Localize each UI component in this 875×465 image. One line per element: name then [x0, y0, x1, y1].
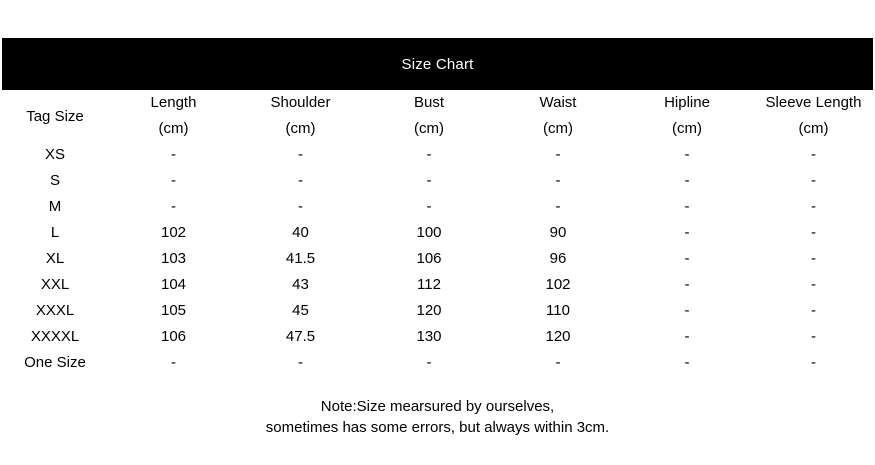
column-header-label: Waist	[539, 94, 577, 111]
value-cell: -	[684, 302, 690, 319]
column-header-waist	[494, 90, 622, 142]
value-cell: 47.5	[285, 328, 316, 345]
value-cell: -	[555, 198, 561, 215]
value-cell: 105	[160, 302, 187, 319]
value-cell: -	[426, 354, 432, 371]
size-cell: XXXXL	[30, 328, 80, 345]
value-cell: -	[426, 146, 432, 163]
value-cell: -	[171, 198, 176, 215]
value-cell: 90	[549, 224, 567, 241]
size-cell: M	[48, 198, 62, 215]
column-header-hipline	[622, 90, 752, 142]
value-cell: 43	[292, 276, 309, 293]
column-header-label: Sleeve Length	[765, 94, 862, 111]
size-cell: XXXL	[35, 302, 75, 319]
value-cell: 130	[416, 328, 442, 345]
table-row-s	[0, 168, 875, 194]
value-cell: 45	[292, 302, 309, 319]
column-header-unit: (cm)	[158, 120, 189, 137]
table-row-xxl	[0, 272, 875, 298]
measurement-note	[0, 396, 875, 438]
value-cell: 40	[292, 224, 309, 241]
value-cell: 110	[546, 302, 570, 319]
value-cell: -	[684, 354, 690, 371]
value-cell: 103	[160, 250, 187, 267]
column-header-sleeve-length	[752, 90, 875, 142]
column-header-label: Length	[150, 94, 197, 111]
size-chart-title: Size Chart	[401, 55, 474, 73]
value-cell: -	[684, 146, 690, 163]
column-header-label: Hipline	[664, 94, 710, 111]
table-row-m	[0, 194, 875, 220]
value-cell: -	[555, 146, 561, 163]
size-cell: XXL	[40, 276, 70, 293]
column-header-bust	[364, 90, 494, 142]
value-cell: -	[555, 172, 561, 189]
value-cell: 96	[549, 250, 567, 267]
size-cell: One Size	[24, 354, 86, 371]
value-cell: 100	[416, 224, 442, 241]
value-cell: 120	[416, 302, 442, 319]
value-cell: -	[811, 250, 816, 267]
table-header-row	[0, 90, 875, 142]
column-header-label: Shoulder	[270, 94, 331, 111]
value-cell: -	[298, 198, 303, 215]
value-cell: -	[426, 172, 432, 189]
value-cell: -	[555, 354, 561, 371]
value-cell: -	[684, 276, 690, 293]
size-chart-title-bar	[2, 38, 873, 90]
value-cell: 106	[160, 328, 187, 345]
value-cell: -	[811, 172, 816, 189]
value-cell: 104	[160, 276, 187, 293]
table-row-l	[0, 220, 875, 246]
value-cell: 102	[545, 276, 571, 293]
size-cell: L	[50, 224, 60, 241]
table-row-xs	[0, 142, 875, 168]
column-header-unit: (cm)	[414, 120, 444, 137]
table-row-xxxl	[0, 298, 875, 324]
value-cell: 120	[545, 328, 571, 345]
value-cell: -	[171, 354, 176, 371]
value-cell: 41.5	[285, 250, 316, 267]
size-cell: S	[49, 172, 60, 189]
value-cell: -	[171, 146, 176, 163]
column-header-label: Tag Size	[26, 107, 84, 125]
size-cell: XS	[44, 146, 65, 163]
table-row-xl	[0, 246, 875, 272]
size-cell: XL	[45, 250, 65, 267]
column-header-unit: (cm)	[672, 120, 702, 137]
value-cell: -	[811, 328, 816, 345]
value-cell: -	[811, 198, 816, 215]
note-line-1: Note:Size mearsured by ourselves,	[320, 398, 555, 415]
column-header-unit: (cm)	[798, 120, 829, 137]
value-cell: -	[684, 172, 690, 189]
value-cell: -	[298, 354, 303, 371]
column-header-length	[110, 90, 237, 142]
value-cell: 102	[160, 224, 187, 241]
column-header-tag-size	[0, 90, 110, 142]
value-cell: -	[298, 172, 303, 189]
value-cell: -	[811, 146, 816, 163]
column-header-unit: (cm)	[285, 120, 316, 137]
value-cell: 106	[416, 250, 442, 267]
column-header-unit: (cm)	[543, 120, 573, 137]
size-chart-table	[0, 90, 875, 376]
value-cell: -	[811, 354, 816, 371]
column-header-shoulder	[237, 90, 364, 142]
column-header-label: Bust	[413, 94, 444, 111]
value-cell: -	[684, 250, 690, 267]
value-cell: -	[811, 276, 816, 293]
value-cell: -	[684, 328, 690, 345]
value-cell: -	[811, 224, 816, 241]
table-row-xxxxl	[0, 324, 875, 350]
value-cell: -	[426, 198, 432, 215]
value-cell: -	[684, 224, 690, 241]
table-row-one-size	[0, 350, 875, 376]
value-cell: -	[811, 302, 816, 319]
value-cell: 112	[417, 276, 441, 293]
value-cell: -	[684, 198, 690, 215]
value-cell: -	[171, 172, 176, 189]
value-cell: -	[298, 146, 303, 163]
note-line-2: sometimes has some errors, but always within 3cm.	[265, 419, 610, 436]
